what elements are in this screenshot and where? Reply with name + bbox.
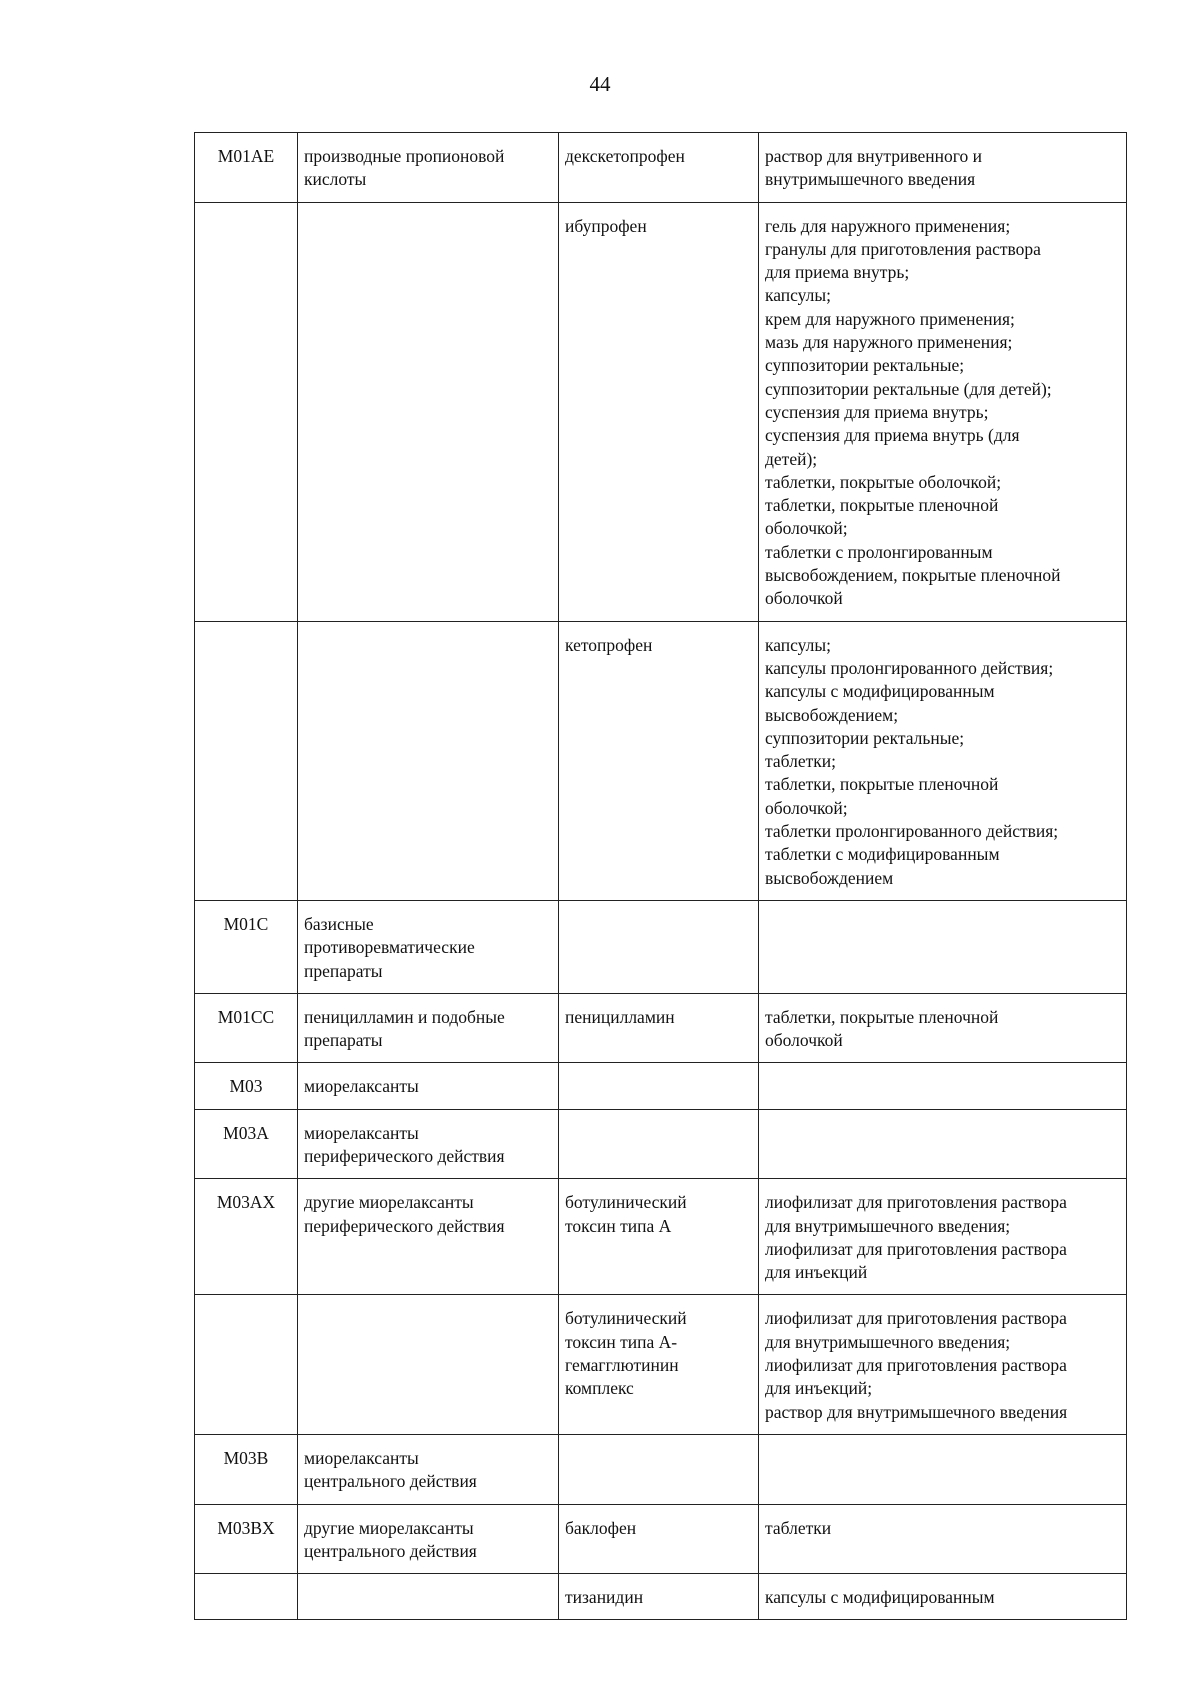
dosage-forms-line: суспензия для приема внутрь (для — [765, 425, 1020, 446]
dosage-forms-line: таблетки, покрытые пленочной — [765, 495, 999, 516]
dosage-forms-line: капсулы; — [765, 285, 832, 306]
drug-name-line: токсин типа А — [565, 1215, 672, 1236]
group-name-cell — [298, 1504, 559, 1574]
atc-code-cell: M01C — [195, 900, 298, 993]
drug-name-line: ибупрофен — [565, 215, 647, 236]
dosage-forms-cell — [759, 1063, 1127, 1109]
dosage-forms-line: таблетки, покрытые пленочной — [765, 1006, 999, 1027]
drug-name-line: пеницилламин — [565, 1006, 675, 1027]
drug-name-line: комплекс — [565, 1378, 634, 1399]
drug-name-line: кетопрофен — [565, 634, 653, 655]
dosage-forms-line: для внутримышечного введения; — [765, 1331, 1011, 1352]
dosage-forms-line: раствор для внутримышечного введения — [765, 1401, 1068, 1422]
group-name-line: другие миорелаксанты — [304, 1192, 474, 1213]
group-name-cell — [298, 993, 559, 1063]
dosage-forms-line: таблетки с пролонгированным — [765, 541, 993, 562]
drug-name-line: токсин типа А- — [565, 1331, 678, 1352]
group-name-cell — [298, 1063, 559, 1109]
dosage-forms-line: оболочкой — [765, 588, 843, 609]
dosage-forms-cell — [759, 900, 1127, 993]
group-name-cell — [298, 1434, 559, 1504]
table-body — [195, 133, 1127, 1620]
dosage-forms-line: лиофилизат для приготовления раствора — [765, 1238, 1067, 1259]
dosage-forms-line: таблетки; — [765, 751, 836, 772]
group-name-line: кислоты — [304, 169, 367, 190]
drug-name-cell — [559, 133, 759, 203]
drug-name-line: декскетопрофен — [565, 146, 685, 166]
group-name-cell — [298, 1295, 559, 1434]
dosage-forms-line: лиофилизат для приготовления раствора — [765, 1192, 1067, 1213]
atc-code-cell: M03 — [195, 1063, 298, 1109]
atc-code-cell — [195, 621, 298, 900]
dosage-forms-line: капсулы с модифицированным — [765, 681, 995, 702]
group-name-cell — [298, 1179, 559, 1295]
dosage-forms-line: суппозитории ректальные; — [765, 355, 965, 376]
atc-code-cell: M03AX — [195, 1179, 298, 1295]
group-name-line: препараты — [304, 1030, 383, 1051]
group-name-line: миорелаксанты — [304, 1076, 419, 1097]
atc-code-cell — [195, 1295, 298, 1434]
table-row — [195, 133, 1127, 203]
atc-code-cell: M01CC — [195, 993, 298, 1063]
group-name-line: миорелаксанты — [304, 1122, 419, 1143]
dosage-forms-line: крем для наружного применения; — [765, 308, 1015, 329]
drug-name-cell — [559, 1574, 759, 1620]
group-name-cell — [298, 900, 559, 993]
atc-code-cell — [195, 1574, 298, 1620]
dosage-forms-line: внутримышечного введения — [765, 169, 976, 190]
group-name-line: центрального действия — [304, 1471, 477, 1492]
dosage-forms-line: лиофилизат для приготовления раствора — [765, 1308, 1067, 1329]
drug-name-cell — [559, 1434, 759, 1504]
dosage-forms-cell — [759, 993, 1127, 1063]
group-name-line: другие миорелаксанты — [304, 1517, 474, 1538]
group-name-cell — [298, 621, 559, 900]
dosage-forms-line: суспензия для приема внутрь; — [765, 401, 989, 422]
drug-name-line: тизанидин — [565, 1587, 644, 1608]
table-row — [195, 1434, 1127, 1504]
table-row — [195, 1295, 1127, 1434]
table-row — [195, 900, 1127, 993]
group-name-line: миорелаксанты — [304, 1447, 419, 1468]
dosage-forms-cell — [759, 1295, 1127, 1434]
drug-name-cell — [559, 1109, 759, 1179]
dosage-forms-line: оболочкой; — [765, 518, 848, 539]
dosage-forms-line: суппозитории ректальные (для детей); — [765, 378, 1052, 399]
group-name-cell — [298, 133, 559, 203]
table-row — [195, 1063, 1127, 1109]
dosage-forms-line: лиофилизат для приготовления раствора — [765, 1355, 1067, 1376]
group-name-cell — [298, 1574, 559, 1620]
group-name-line: препараты — [304, 960, 383, 981]
dosage-forms-line: гранулы для приготовления раствора — [765, 238, 1041, 259]
drug-name-cell — [559, 1295, 759, 1434]
dosage-forms-line: таблетки пролонгированного действия; — [765, 821, 1059, 842]
drug-name-cell — [559, 1179, 759, 1295]
drug-name-cell — [559, 993, 759, 1063]
atc-code-cell: M01AE — [195, 133, 298, 203]
dosage-forms-line: для внутримышечного введения; — [765, 1215, 1011, 1236]
group-name-line: производные пропионовой — [304, 146, 505, 166]
drug-name-line: ботулинический — [565, 1308, 687, 1329]
group-name-cell — [298, 1109, 559, 1179]
atc-code-cell: M03B — [195, 1434, 298, 1504]
dosage-forms-cell — [759, 1179, 1127, 1295]
dosage-forms-cell — [759, 1434, 1127, 1504]
atc-code-cell: M03A — [195, 1109, 298, 1179]
dosage-forms-line: таблетки, покрытые пленочной — [765, 774, 999, 795]
dosage-forms-line: мазь для наружного применения; — [765, 332, 1013, 353]
table-row — [195, 1179, 1127, 1295]
dosage-forms-cell — [759, 133, 1127, 203]
dosage-forms-line: капсулы; — [765, 634, 832, 655]
dosage-forms-line: капсулы пролонгированного действия; — [765, 657, 1054, 678]
group-name-line: пеницилламин и подобные — [304, 1006, 505, 1027]
drug-name-cell — [559, 621, 759, 900]
dosage-forms-line: оболочкой; — [765, 797, 848, 818]
dosage-forms-line: капсулы с модифицированным — [765, 1587, 995, 1608]
dosage-forms-cell — [759, 1574, 1127, 1620]
dosage-forms-line: высвобождением — [765, 867, 894, 888]
atc-code-cell — [195, 202, 298, 621]
dosage-forms-line: таблетки с модифицированным — [765, 844, 1000, 865]
dosage-forms-cell — [759, 1504, 1127, 1574]
group-name-cell — [298, 202, 559, 621]
dosage-forms-line: таблетки — [765, 1517, 832, 1538]
dosage-forms-line: для приема внутрь; — [765, 262, 910, 283]
drug-name-line: гемагглютинин — [565, 1355, 679, 1376]
group-name-line: периферического действия — [304, 1215, 505, 1236]
table-row — [195, 1109, 1127, 1179]
dosage-forms-line: суппозитории ректальные; — [765, 727, 965, 748]
drug-name-cell — [559, 900, 759, 993]
page-number: 44 — [589, 72, 611, 96]
atc-code-cell: M03BX — [195, 1504, 298, 1574]
drug-name-line: баклофен — [565, 1517, 637, 1538]
drug-table — [194, 132, 1127, 1620]
drug-name-cell — [559, 1504, 759, 1574]
dosage-forms-line: для инъекций; — [765, 1378, 873, 1399]
dosage-forms-cell — [759, 621, 1127, 900]
table-row — [195, 202, 1127, 621]
table-row — [195, 1574, 1127, 1620]
dosage-forms-line: для инъекций — [765, 1262, 868, 1283]
dosage-forms-line: гель для наружного применения; — [765, 215, 1011, 236]
drug-name-line: ботулинический — [565, 1192, 687, 1213]
group-name-line: противоревматические — [304, 937, 475, 958]
table-row — [195, 993, 1127, 1063]
group-name-line: центрального действия — [304, 1540, 477, 1561]
dosage-forms-line: таблетки, покрытые оболочкой; — [765, 471, 1002, 492]
dosage-forms-line: оболочкой — [765, 1030, 843, 1051]
table-row — [195, 1504, 1127, 1574]
dosage-forms-cell — [759, 202, 1127, 621]
dosage-forms-line: раствор для внутривенного и — [765, 146, 983, 166]
dosage-forms-cell — [759, 1109, 1127, 1179]
dosage-forms-line: высвобождением, покрытые пленочной — [765, 565, 1061, 586]
group-name-line: периферического действия — [304, 1145, 505, 1166]
table-row — [195, 621, 1127, 900]
drug-name-cell — [559, 202, 759, 621]
drug-name-cell — [559, 1063, 759, 1109]
group-name-line: базисные — [304, 913, 374, 934]
dosage-forms-line: высвобождением; — [765, 704, 899, 725]
dosage-forms-line: детей); — [765, 448, 818, 469]
